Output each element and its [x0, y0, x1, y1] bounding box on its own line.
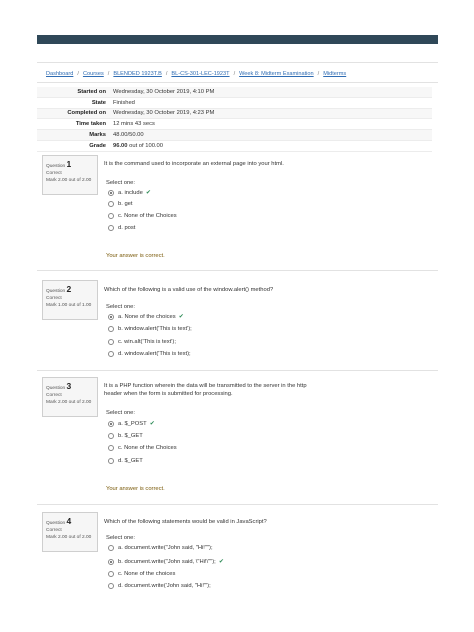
summary-key: Marks: [37, 130, 110, 141]
radio-selected[interactable]: [108, 314, 114, 320]
question-label: Question: [46, 386, 66, 391]
question-text-2: Which of the following is a valid use of the window.alert() method?: [104, 287, 274, 293]
question-number: 3: [66, 381, 72, 391]
summary-row: [37, 108, 432, 119]
divider-q3: [37, 504, 438, 505]
question-mark: Mark 2.00 out of 2.00: [46, 535, 92, 540]
question-info-4: [42, 512, 98, 552]
option-3c[interactable]: c. None of the Choices: [108, 445, 177, 451]
question-mark: Mark 1.00 out of 1.00: [46, 303, 92, 308]
question-info-3: [42, 377, 98, 417]
summary-row: [37, 119, 432, 130]
option-2b[interactable]: b. window.alert('This is text');: [108, 326, 192, 332]
summary-value: Wednesday, 30 October 2019, 4:10 PM: [110, 87, 432, 97]
breadcrumb-dashboard[interactable]: Dashboard: [46, 71, 74, 77]
radio[interactable]: [108, 445, 114, 451]
question-mark: Mark 2.00 out of 2.00: [46, 178, 92, 183]
breadcrumb-week8[interactable]: Week 8: Midterm Examination: [239, 71, 314, 77]
summary-key: Started on: [37, 87, 110, 97]
top-banner: [37, 35, 438, 44]
question-number: 2: [66, 284, 72, 294]
option-1a[interactable]: a. include ✔: [108, 189, 151, 196]
grade-value: 96.00: [113, 142, 128, 149]
radio[interactable]: [108, 458, 114, 464]
select-one-label: Select one:: [106, 304, 136, 310]
summary-value: [110, 140, 432, 151]
summary-value: Wednesday, 30 October 2019, 4:23 PM: [110, 108, 432, 119]
radio[interactable]: [108, 201, 114, 207]
radio-selected[interactable]: [108, 190, 114, 196]
option-4a[interactable]: a. document.write("John said, "Hi!"");: [108, 545, 213, 551]
option-3d[interactable]: d. $_GET: [108, 458, 143, 464]
summary-row: [37, 130, 432, 141]
radio[interactable]: [108, 326, 114, 332]
breadcrumb-course-blended[interactable]: BLENDED 1923T.B: [113, 71, 162, 77]
breadcrumb-midterms[interactable]: Midterms: [323, 71, 347, 77]
question-info-2: [42, 280, 98, 320]
radio-selected[interactable]: [108, 421, 114, 427]
question-label: Question: [46, 289, 66, 294]
question-info-1: [42, 155, 98, 195]
check-icon: ✔: [218, 559, 224, 565]
summary-row: [37, 87, 432, 97]
option-4c[interactable]: c. None of the choices: [108, 571, 175, 577]
feedback-3: Your answer is correct.: [106, 486, 165, 492]
check-icon: ✔: [178, 314, 184, 320]
divider-q1: [37, 270, 438, 271]
breadcrumb-courses[interactable]: Courses: [82, 71, 104, 77]
question-text-3: It is a PHP function wherein the data will be transmitted to the server in the http header when the form is submitted for processing.: [104, 383, 307, 397]
summary-key: Completed on: [37, 108, 110, 119]
summary-value: Finished: [110, 97, 432, 108]
question-text-4: Which of the following statements would be valid in JavaScript?: [104, 519, 267, 525]
option-1d[interactable]: d. post: [108, 225, 135, 231]
summary-row: [37, 140, 432, 151]
divider-breadcrumb: [37, 82, 438, 83]
summary-row: [37, 97, 432, 108]
radio[interactable]: [108, 545, 114, 551]
option-1c[interactable]: c. None of the Choices: [108, 213, 177, 219]
grade-out-of: out of 100.00: [127, 142, 163, 149]
breadcrumb: Dashboard / Courses / BLENDED 1923T.B / BL-CS-301-LEC-1923T / Week 8: Midterm Examination / Midterms: [46, 71, 347, 77]
attempt-summary-table: [37, 87, 432, 152]
option-2c[interactable]: c. win.alt('This is text');: [108, 339, 176, 345]
question-mark: Mark 2.00 out of 2.00: [46, 400, 92, 405]
question-number: 4: [66, 516, 72, 526]
radio[interactable]: [108, 213, 114, 219]
radio-selected[interactable]: [108, 559, 114, 565]
divider-q2: [37, 370, 438, 371]
option-3b[interactable]: b. $_GET: [108, 433, 143, 439]
summary-value: 12 mins 43 secs: [110, 119, 432, 130]
radio[interactable]: [108, 351, 114, 357]
check-icon: ✔: [149, 421, 155, 427]
radio[interactable]: [108, 225, 114, 231]
question-status: Correct: [46, 296, 62, 301]
summary-key: State: [37, 97, 110, 108]
option-2d[interactable]: d. window.alert('This is text);: [108, 351, 191, 357]
divider-top: [37, 62, 438, 63]
question-status: Correct: [46, 171, 62, 176]
summary-value: 48.00/50.00: [110, 130, 432, 141]
breadcrumb-course-code[interactable]: BL-CS-301-LEC-1923T: [171, 71, 230, 77]
feedback-1: Your answer is correct.: [106, 253, 165, 259]
radio[interactable]: [108, 433, 114, 439]
option-1b[interactable]: b. get: [108, 201, 133, 207]
question-label: Question: [46, 521, 66, 526]
option-4b[interactable]: b. document.write("John said, \"Hi!\""); ✔: [108, 558, 224, 565]
question-label: Question: [46, 164, 66, 169]
question-number: 1: [66, 159, 72, 169]
question-text-1: It is the command used to incorporate an external page into your html.: [104, 161, 284, 167]
summary-key: Time taken: [37, 119, 110, 130]
summary-key: Grade: [37, 140, 110, 151]
question-status: Correct: [46, 528, 62, 533]
select-one-label: Select one:: [106, 535, 136, 541]
radio[interactable]: [108, 583, 114, 589]
radio[interactable]: [108, 339, 114, 345]
question-status: Correct: [46, 393, 62, 398]
check-icon: ✔: [145, 190, 151, 196]
option-4d[interactable]: d. document.write('John said, "Hi!"');: [108, 583, 211, 589]
option-3a[interactable]: a. $_POST ✔: [108, 420, 155, 427]
select-one-label: Select one:: [106, 180, 136, 186]
select-one-label: Select one:: [106, 410, 136, 416]
option-2a[interactable]: a. None of the choices ✔: [108, 313, 184, 320]
radio[interactable]: [108, 571, 114, 577]
